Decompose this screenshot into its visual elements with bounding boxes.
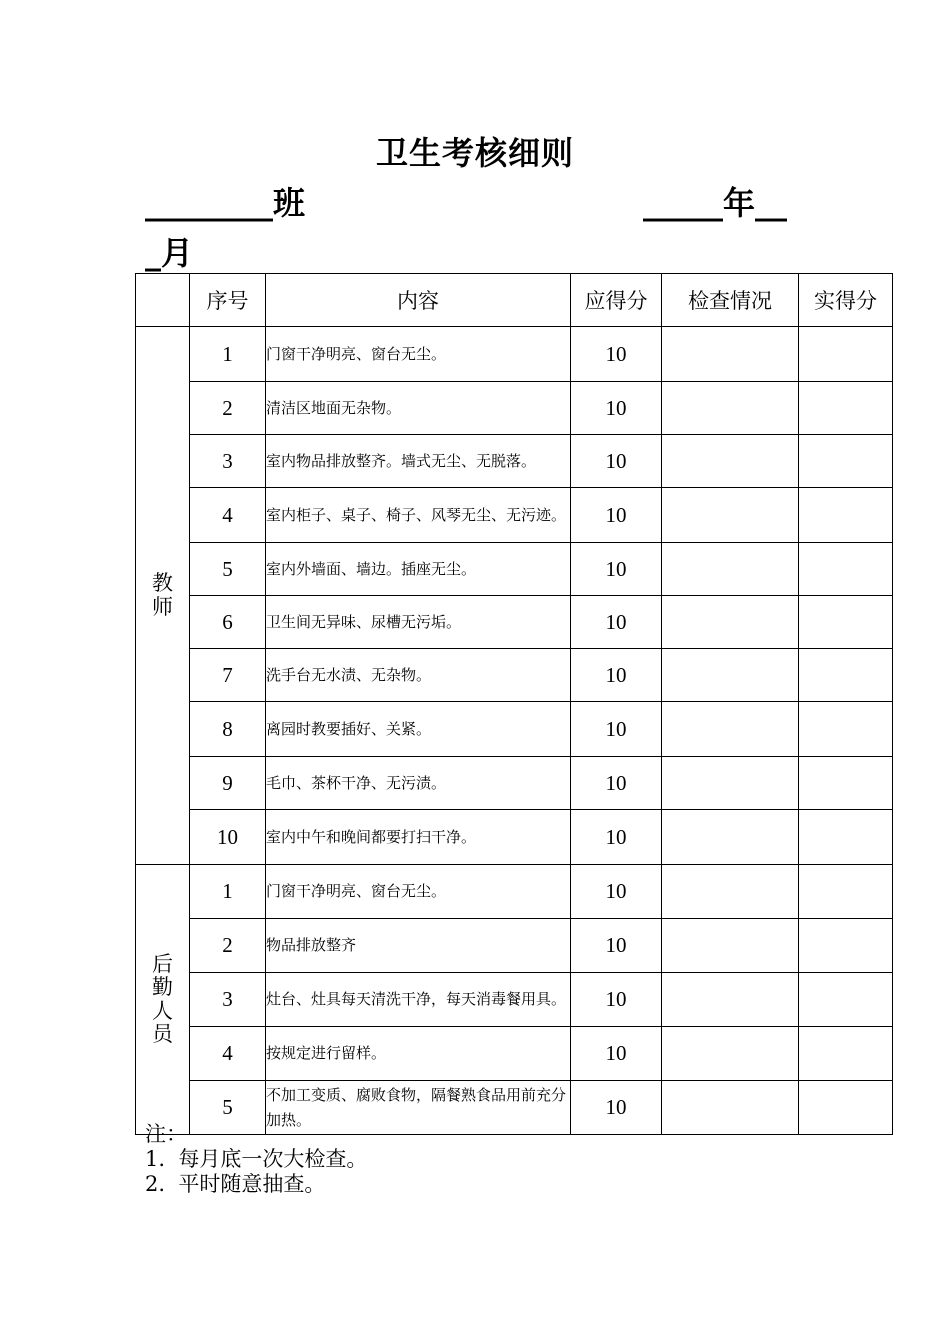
row-content: 灶台、灶具每天清洗干净，每天消毒餐用具。 [266,973,571,1027]
table-row [136,488,893,543]
note-item: 1. 每月底一次大检查。 [145,1147,368,1171]
row-number: 2 [190,919,266,973]
inspection-cell [662,596,799,649]
actual-score-cell [799,382,893,435]
inspection-cell [662,757,799,810]
table-row [136,702,893,757]
max-score: 10 [571,702,662,757]
group-label-cell [136,865,190,1135]
table-row [136,543,893,596]
row-content: 门窗干净明亮、窗台无尘。 [266,865,571,919]
actual-score-cell [799,757,893,810]
note-item: 2. 平时随意抽查。 [145,1172,326,1196]
max-score: 10 [571,543,662,596]
row-content: 室内中午和晚间都要打扫干净。 [266,810,571,865]
inspection-cell [662,1027,799,1081]
column-header-no: 序号 [190,274,266,327]
max-score: 10 [571,865,662,919]
table-row [136,1027,893,1081]
group-label: 教师 [152,571,173,619]
row-content: 按规定进行留样。 [266,1027,571,1081]
row-content: 离园时教要插好、关紧。 [266,702,571,757]
class-blank: ________班 [145,184,306,222]
row-number: 4 [190,488,266,543]
actual-score-cell [799,1081,893,1135]
max-score: 10 [571,1027,662,1081]
group-label-cell [136,327,190,865]
actual-score-cell [799,1027,893,1081]
actual-score-cell [799,488,893,543]
notes [145,1122,367,1197]
row-number: 3 [190,973,266,1027]
row-number: 8 [190,702,266,757]
notes-heading: 注： [145,1122,187,1146]
max-score: 10 [571,596,662,649]
column-header-group [136,274,190,327]
year-blank: _____年__ [643,184,788,222]
row-number: 1 [190,327,266,382]
month-blank: _月 [145,234,194,272]
max-score: 10 [571,382,662,435]
actual-score-cell [799,919,893,973]
table-row [136,865,893,919]
group-label: 后勤人员 [152,952,173,1046]
actual-score-cell [799,810,893,865]
row-content: 清洁区地面无杂物。 [266,382,571,435]
actual-score-cell [799,543,893,596]
row-number: 1 [190,865,266,919]
row-content: 卫生间无异味、尿槽无污垢。 [266,596,571,649]
max-score: 10 [571,327,662,382]
table-row [136,327,893,382]
row-content: 洗手台无水渍、无杂物。 [266,649,571,702]
inspection-cell [662,973,799,1027]
table-row [136,596,893,649]
row-content: 门窗干净明亮、窗台无尘。 [266,327,571,382]
inspection-cell [662,382,799,435]
row-content: 毛巾、茶杯干净、无污渍。 [266,757,571,810]
inspection-cell [662,649,799,702]
table-row [136,382,893,435]
column-header-actual-score: 实得分 [799,274,893,327]
inspection-cell [662,702,799,757]
row-number: 7 [190,649,266,702]
table-row [136,919,893,973]
inspection-table [135,273,893,1135]
max-score: 10 [571,488,662,543]
column-header-content: 内容 [266,274,571,327]
actual-score-cell [799,327,893,382]
max-score: 10 [571,1081,662,1135]
max-score: 10 [571,435,662,488]
row-content: 不加工变质、腐败食物，隔餐熟食品用前充分加热。 [266,1081,571,1135]
inspection-cell [662,543,799,596]
table-row [136,435,893,488]
actual-score-cell [799,435,893,488]
row-number: 2 [190,382,266,435]
row-number: 5 [190,543,266,596]
max-score: 10 [571,757,662,810]
row-number: 4 [190,1027,266,1081]
row-number: 6 [190,596,266,649]
column-header-max-score: 应得分 [571,274,662,327]
inspection-cell [662,1081,799,1135]
actual-score-cell [799,865,893,919]
row-content: 室内柜子、桌子、椅子、风琴无尘、无污迹。 [266,488,571,543]
max-score: 10 [571,919,662,973]
row-number: 5 [190,1081,266,1135]
actual-score-cell [799,596,893,649]
row-number: 9 [190,757,266,810]
table-body [136,327,893,1135]
row-number: 3 [190,435,266,488]
page-title: 卫生考核细则 [375,134,574,172]
row-number: 10 [190,810,266,865]
table-header-row [136,274,893,327]
table-row [136,810,893,865]
row-content: 室内外墙面、墙边。插座无尘。 [266,543,571,596]
column-header-inspection: 检查情况 [662,274,799,327]
inspection-cell [662,865,799,919]
inspection-cell [662,435,799,488]
max-score: 10 [571,973,662,1027]
row-content: 物品排放整齐 [266,919,571,973]
max-score: 10 [571,810,662,865]
inspection-cell [662,919,799,973]
max-score: 10 [571,649,662,702]
table-row [136,649,893,702]
actual-score-cell [799,973,893,1027]
inspection-cell [662,327,799,382]
actual-score-cell [799,649,893,702]
table-row [136,757,893,810]
actual-score-cell [799,702,893,757]
row-content: 室内物品排放整齐。墙式无尘、无脱落。 [266,435,571,488]
table-row [136,973,893,1027]
inspection-cell [662,488,799,543]
inspection-cell [662,810,799,865]
